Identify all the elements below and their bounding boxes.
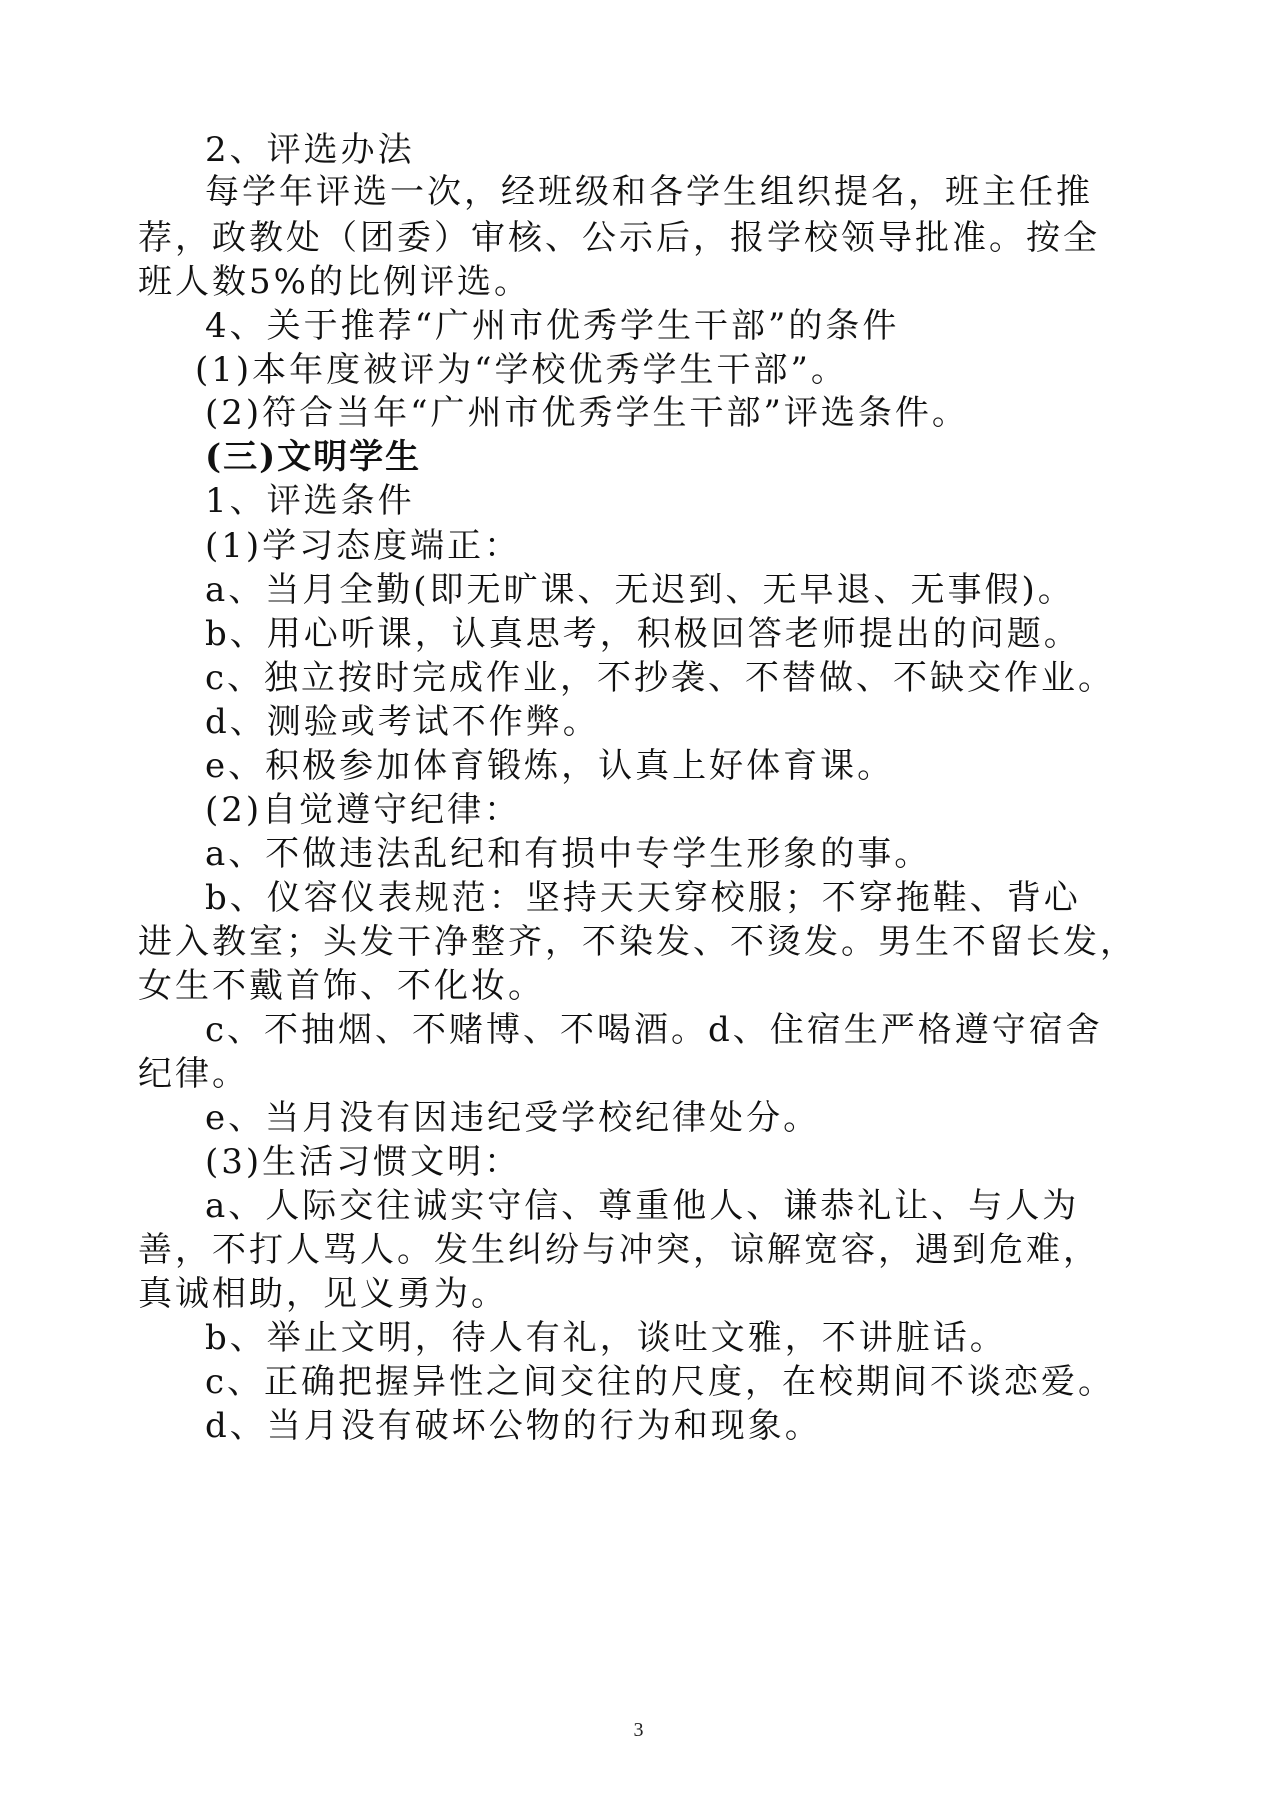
text-line: (2)符合当年“广州市优秀学生干部”评选条件。: [205, 393, 969, 433]
text-line: c、不抽烟、不赌博、不喝酒。d、住宿生严格遵守宿舍: [205, 1010, 1103, 1050]
text-line: 善，不打人骂人。发生纠纷与冲突，谅解宽容，遇到危难，: [138, 1230, 1100, 1270]
text-line: b、举止文明，待人有礼，谈吐文雅，不讲脏话。: [205, 1318, 1007, 1358]
text-line: 女生不戴首饰、不化妆。: [138, 966, 545, 1006]
page-number: 3: [633, 1719, 644, 1741]
text-line: d、当月没有破坏公物的行为和现象。: [205, 1406, 822, 1446]
text-line: (2)自觉遵守纪律：: [205, 790, 522, 830]
text-line: b、用心听课，认真思考，积极回答老师提出的问题。: [205, 614, 1081, 654]
text-line: c、正确把握异性之间交往的尺度，在校期间不谈恋爱。: [205, 1362, 1116, 1402]
text-line: (1)本年度被评为“学校优秀学生干部”。: [195, 350, 848, 390]
text-line: (3)生活习惯文明：: [205, 1142, 522, 1182]
text-line: a、当月全勤(即无旷课、无迟到、无早退、无事假)。: [205, 570, 1075, 610]
text-line: 荐，政教处（团委）审核、公示后，报学校领导批准。按全: [138, 218, 1100, 258]
text-line: e、当月没有因违纪受学校纪律处分。: [205, 1098, 821, 1138]
text-line: b、仪容仪表规范：坚持天天穿校服；不穿拖鞋、背心: [205, 878, 1081, 918]
text-line: 进入教室；头发干净整齐，不染发、不烫发。男生不留长发，: [138, 922, 1137, 962]
text-line: 真诚相助，见义勇为。: [138, 1274, 508, 1314]
text-line: a、人际交往诚实守信、尊重他人、谦恭礼让、与人为: [205, 1186, 1080, 1226]
section-heading: (三)文明学生: [205, 437, 422, 477]
text-line: a、不做违法乱纪和有损中专学生形象的事。: [205, 834, 932, 874]
text-line: d、测验或考试不作弊。: [205, 702, 600, 742]
text-line: 班人数5%的比例评选。: [138, 262, 531, 302]
text-line: c、独立按时完成作业，不抄袭、不替做、不缺交作业。: [205, 658, 1116, 698]
text-line: 2、评选办法: [205, 130, 415, 170]
text-line: 纪律。: [138, 1054, 249, 1094]
text-line: 每学年评选一次，经班级和各学生组织提名，班主任推: [205, 172, 1093, 212]
text-line: 1、评选条件: [205, 481, 415, 521]
text-line: 4、关于推荐“广州市优秀学生干部”的条件: [205, 306, 900, 346]
text-line: (1)学习态度端正：: [205, 526, 522, 566]
text-line: e、积极参加体育锻炼，认真上好体育课。: [205, 746, 895, 786]
